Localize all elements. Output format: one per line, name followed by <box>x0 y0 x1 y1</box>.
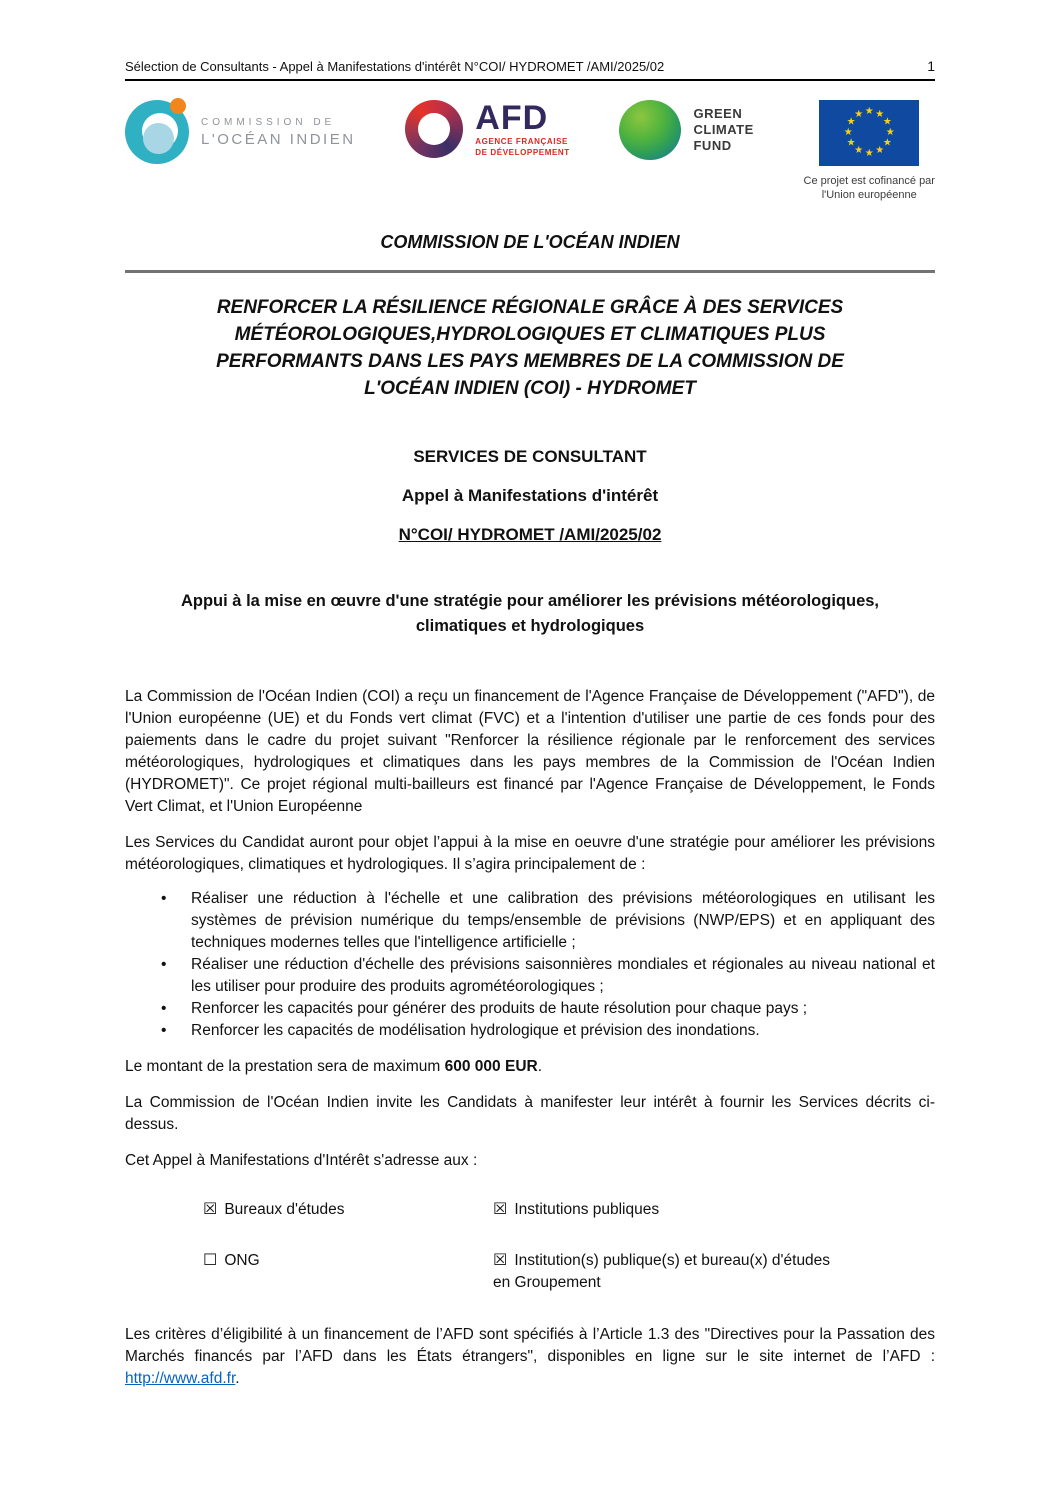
montant-value: 600 000 EUR <box>444 1058 538 1075</box>
checkbox-label: Institutions publiques <box>514 1201 660 1218</box>
page-number: 1 <box>927 58 935 74</box>
checkbox-groupement <box>493 1249 838 1294</box>
checkbox-institutions-publiques <box>493 1198 838 1221</box>
paragraph-financing: La Commission de l'Océan Indien (COI) a reçu un financement de l'Agence Française de Développement ("AFD"), de l'Union européenne (UE) et du Fonds vert climat (FVC) et a l'intention d'utiliser une partie de ces fonds pour des paiements dans le cadre du projet suivant "Renforcer la résilience régionale par le renforcement des services météorologiques, hydrologiques et climatiques dans les pays membres de la Commission de l'Océan Indien (HYDROMET)". Ce projet régional multi-bailleurs est financé par l'Agence Française de Développement, le Fonds Vert Climat, et l'Union Européenne <box>125 688 935 815</box>
organisation-title: COMMISSION DE L'OCÉAN INDIEN <box>380 232 680 252</box>
paragraph-invite: La Commission de l'Océan Indien invite les Candidats à manifester leur intérêt à fournir les Services décrits ci-dessus. <box>125 1094 935 1133</box>
subject-heading: Appui à la mise en œuvre d'une stratégie pour améliorer les prévisions météorologiques, climatiques et hydrologiques <box>180 591 880 636</box>
gcf-logo <box>619 100 753 160</box>
appel-heading: Appel à Manifestations d'intérêt <box>401 485 659 505</box>
eu-flag-icon: ★ ★ ★ ★ ★ ★ ★ ★ ★ ★ ★ ★ <box>819 100 919 166</box>
checkbox-checked-icon: ☒ <box>203 1199 218 1218</box>
checkbox-bureaux-etudes <box>203 1198 493 1221</box>
afd-ring-icon <box>405 100 463 158</box>
gcf-logo-text: GREEN CLIMATE FUND <box>693 105 754 154</box>
checkbox-checked-icon: ☒ <box>493 1250 508 1269</box>
services-heading: SERVICES DE CONSULTANT <box>413 446 647 466</box>
afd-website-link[interactable]: http://www.afd.fr <box>125 1370 236 1387</box>
logo-row <box>125 100 935 206</box>
gcf-globe-icon <box>619 100 681 160</box>
afd-logo-text: AFD AGENCE FRANÇAISE DE DÉVELOPPEMENT <box>475 99 570 157</box>
eu-logo <box>804 100 935 203</box>
checkbox-ong <box>203 1249 493 1294</box>
horizontal-divider <box>125 270 935 273</box>
checkbox-checked-icon: ☒ <box>493 1199 508 1218</box>
paragraph-montant: Le montant de la prestation sera de maximum 600 000 EUR. <box>125 1058 543 1075</box>
list-item: • Renforcer les capacités de modélisation hydrologique et prévision des inondations. <box>155 1020 935 1042</box>
paragraph-services-objet: Les Services du Candidat auront pour objet l’appui à la mise en oeuvre d'une stratégie pour améliorer les prévisions météorologiques, climatiques et hydrologiques. Il s’agira principalement de : <box>125 834 935 873</box>
list-item: • Renforcer les capacités pour générer des produits de haute résolution pour chaque pays ; <box>155 998 935 1020</box>
coi-logo <box>125 100 356 164</box>
objectives-list <box>125 888 935 1042</box>
paragraph-eligibility: Les critères d’éligibilité à un financement de l’AFD sont spécifiés à l’Article 1.3 des "Directives pour la Passation des Marchés financés par l’AFD dans les États étrangers", disponibles en ligne sur le site internet de l’AFD : http://www.afd.fr. <box>125 1326 935 1387</box>
eu-cofinance-caption: Ce projet est cofinancé par l'Union européenne <box>803 175 935 202</box>
coi-swirl-icon <box>125 100 189 164</box>
checkbox-label: ONG <box>224 1252 260 1269</box>
coi-logo-text: COMMISSION DE L'OCÉAN INDIEN <box>201 116 356 148</box>
page-header <box>125 58 935 81</box>
reference-heading: N°COI/ HYDROMET /AMI/2025/02 <box>398 524 662 544</box>
eligible-entities-grid <box>203 1198 935 1294</box>
header-title: Sélection de Consultants - Appel à Manifestations d'intérêt N°COI/ HYDROMET /AMI/2025/02 <box>125 59 665 74</box>
checkbox-unchecked-icon: ☐ <box>203 1250 218 1269</box>
project-title: RENFORCER LA RÉSILIENCE RÉGIONALE GRÂCE À DES SERVICES MÉTÉOROLOGIQUES,HYDROLOGIQUES ET CLIMATIQUES PLUS PERFORMANTS DANS LES PAYS MEMBRES DE LA COMMISSION DE L'OCÉAN INDIEN (COI) - HYDROMET <box>216 297 844 399</box>
checkbox-label: Institution(s) publique(s) et bureau(x) d'études en Groupement <box>493 1252 831 1291</box>
list-item: • Réaliser une réduction à l'échelle et une calibration des prévisions météorologiques en utilisant les systèmes de prévision numérique du temps/ensemble de prévisions (NWP/EPS) et en appliquant des techniques modernes telles que l'intelligence artificielle ; <box>155 888 935 954</box>
afd-logo <box>405 100 570 158</box>
list-item: • Réaliser une réduction d'échelle des prévisions saisonnières mondiales et régionales au niveau national et les utiliser pour produire des produits agrométéorologiques ; <box>155 954 935 998</box>
paragraph-adresse: Cet Appel à Manifestations d'Intérêt s'adresse aux : <box>125 1152 478 1169</box>
checkbox-label: Bureaux d'études <box>224 1201 345 1218</box>
